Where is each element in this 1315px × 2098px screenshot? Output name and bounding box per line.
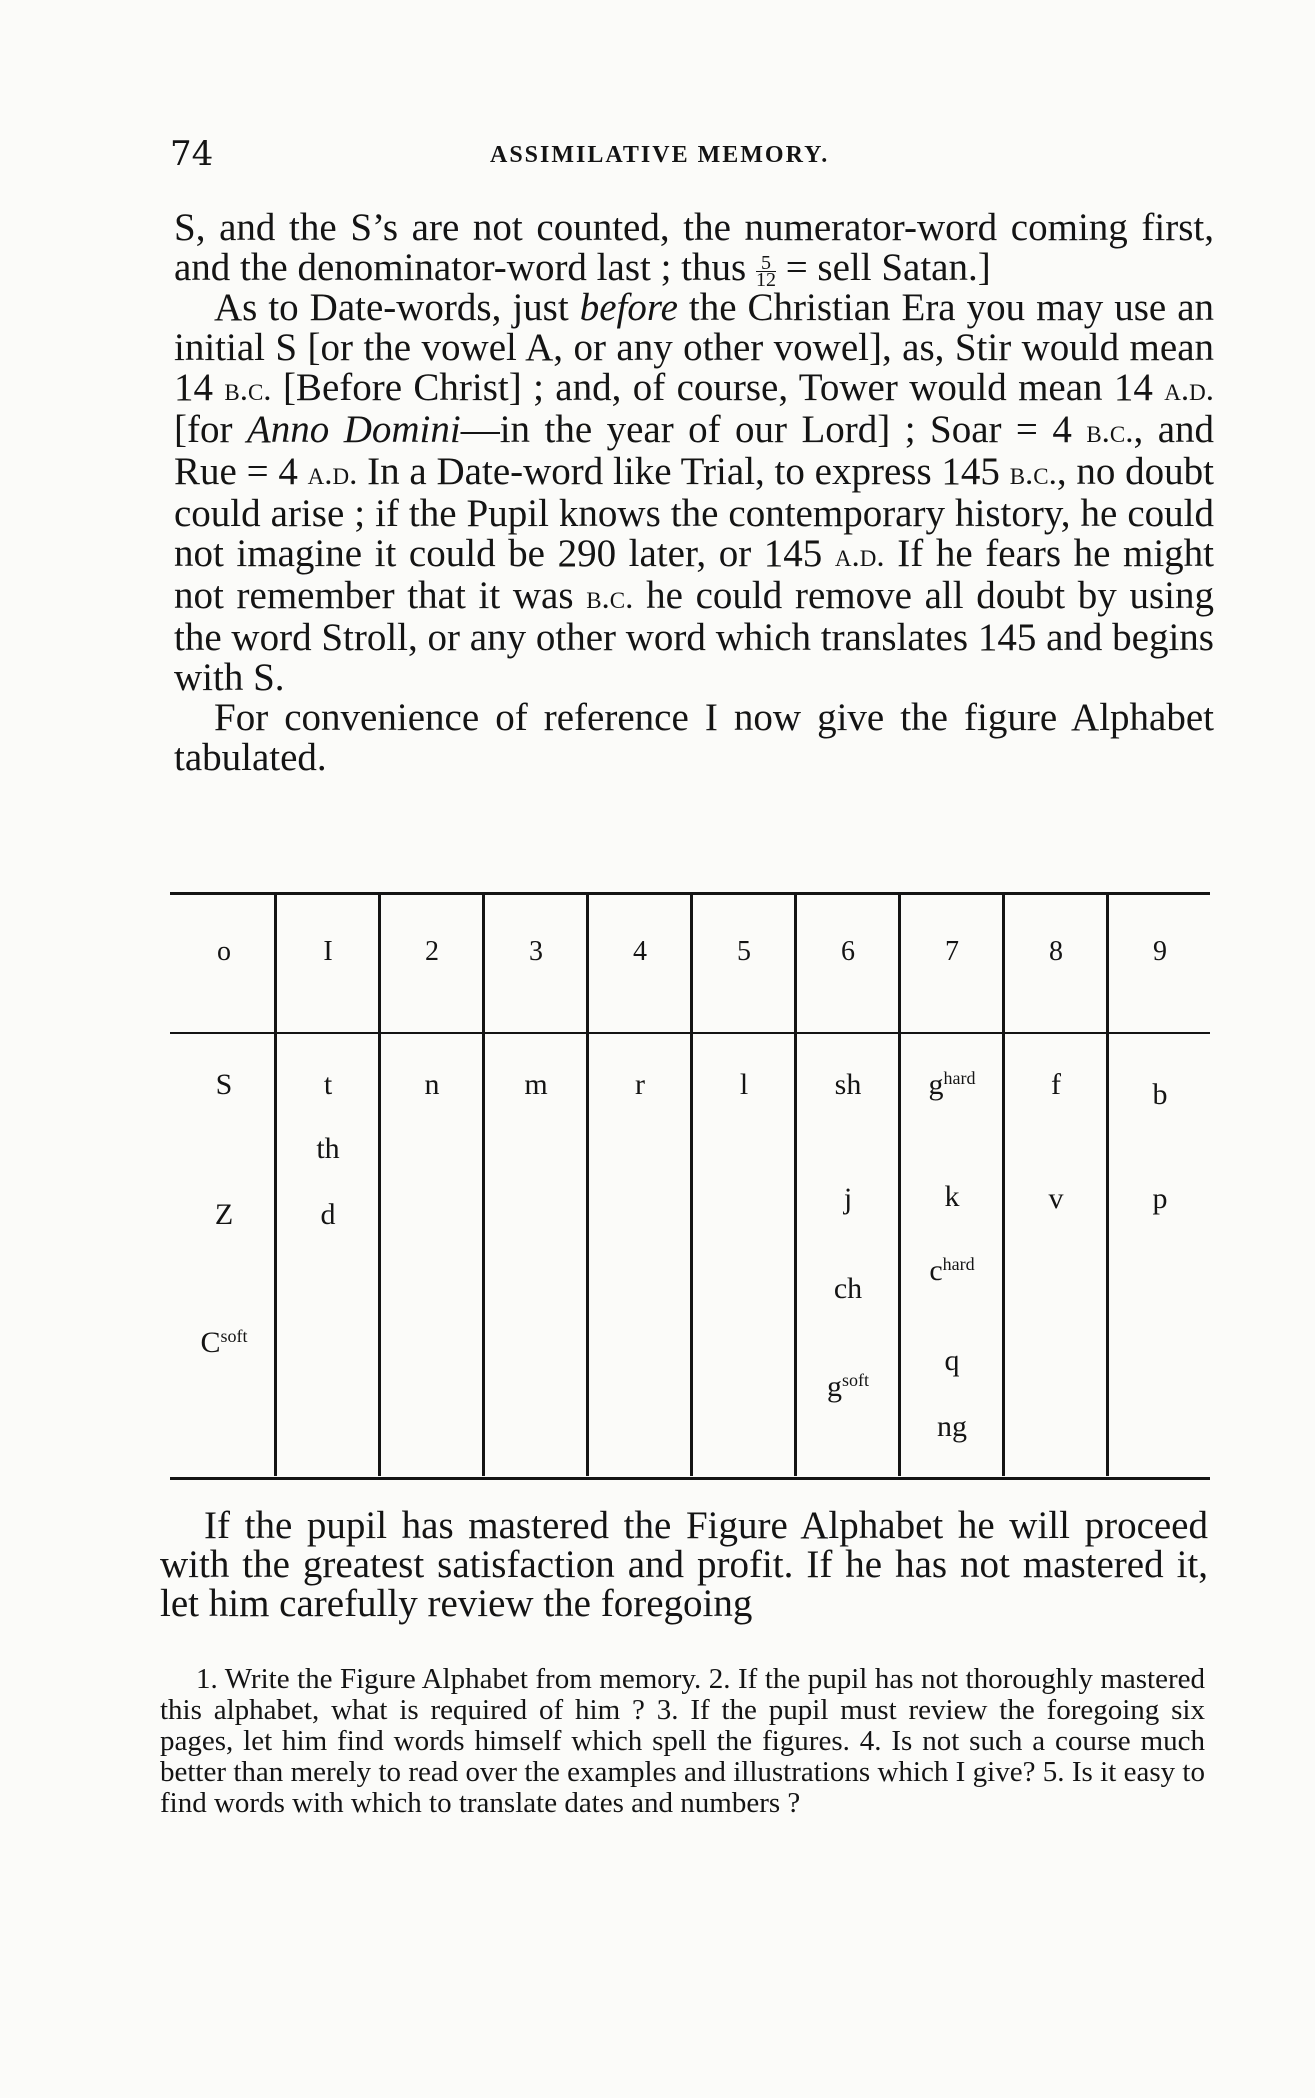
p1-text-b: = sell Satan.]: [785, 246, 991, 289]
header-cell: 8: [1049, 936, 1063, 967]
letter-cell: [794, 1370, 902, 1404]
p2-text-e: —in the year of our Lord] ; Soar = 4: [460, 408, 1072, 451]
header-cell: I: [323, 936, 333, 967]
running-head: ASSIMILATIVE MEMORY.: [490, 142, 830, 168]
p2-text-g: In a Date-word like Trial, to express 145: [367, 450, 1000, 493]
letter-cell: ch: [833, 1272, 863, 1305]
letter-cell: l: [739, 1068, 749, 1101]
header-cell: 7: [945, 936, 959, 967]
letter-qualifier: soft: [220, 1326, 248, 1346]
letter-cell: q: [944, 1344, 960, 1377]
review-questions: [160, 1664, 1205, 1819]
column-divider: [378, 894, 381, 1476]
p2-text-b: the Christian Era you may use an initial S [or the vowel A, or any other vowel], as, Stir would mean 14: [174, 286, 1215, 409]
letter-cell: j: [843, 1182, 853, 1215]
bc-abbr: b.c.: [1009, 456, 1057, 492]
p2-text-f: , and Rue = 4: [174, 408, 1215, 493]
column-divider: [482, 894, 485, 1476]
body-text: [174, 208, 1214, 778]
letter-qualifier: soft: [842, 1370, 869, 1390]
page-number: 74: [170, 134, 214, 174]
letter-qualifier: hard: [943, 1068, 976, 1088]
bc-abbr: b.c.: [224, 372, 272, 408]
p2-before-italic: before: [579, 286, 678, 329]
letter-cell: ng: [937, 1410, 967, 1443]
column-divider: [274, 894, 277, 1476]
header-cell: o: [217, 936, 231, 967]
letter-cell: S: [215, 1068, 233, 1101]
continuation-text: If the pupil has mastered the Figure Alphabet he will proceed with the greatest satisfaction and profit. If he has not mastered it, let him carefully review the foregoing: [160, 1504, 1208, 1625]
header-cell: 5: [737, 936, 751, 967]
fraction-denominator: 12: [755, 269, 776, 291]
letter-text: C: [200, 1326, 221, 1359]
letter-text: g: [928, 1068, 944, 1101]
ad-abbr: a.d.: [307, 456, 358, 492]
letter-cell: k: [944, 1180, 960, 1213]
p2-anno-domini: Anno Domini: [246, 408, 461, 451]
letter-cell: d: [320, 1198, 336, 1231]
ad-abbr: a.d.: [1164, 372, 1215, 408]
header-cell: 3: [529, 936, 543, 967]
letter-cell: p: [1152, 1182, 1168, 1215]
table-bottom-rule: [170, 1477, 1210, 1480]
header-cell: 2: [425, 936, 439, 967]
figure-alphabet-table: [170, 892, 1210, 1480]
letter-text: g: [827, 1370, 842, 1403]
column-divider: [690, 894, 693, 1476]
page-header: [170, 134, 1210, 178]
bc-abbr: b.c.: [586, 580, 634, 616]
paragraph-2: [174, 288, 1214, 698]
letter-cell: [898, 1068, 1006, 1102]
letter-cell: [170, 1326, 278, 1360]
ad-abbr: a.d.: [834, 538, 885, 574]
letter-cell: sh: [834, 1068, 862, 1101]
p2-text-c: [Before Christ] ; and, of course, Tower would mean 14: [282, 366, 1153, 409]
fraction: [755, 252, 776, 291]
letter-qualifier: hard: [942, 1254, 975, 1274]
letter-cell: b: [1152, 1078, 1168, 1111]
column-divider: [586, 894, 589, 1476]
letter-cell: Z: [214, 1198, 234, 1231]
paragraph-3: For convenience of reference I now give the figure Alphabet tabulated.: [174, 696, 1214, 779]
letter-cell: m: [524, 1068, 548, 1101]
p2-text-d: [for: [174, 408, 233, 451]
p2-text-j: he could remove all doubt by using the word Stroll, or any other word which translates 145 and begins with S.: [174, 574, 1215, 699]
p2-text-i: If he fears he might not remember that it was: [174, 532, 1215, 617]
letter-cell: r: [635, 1068, 645, 1101]
letter-cell: [898, 1254, 1006, 1288]
bc-abbr: b.c.: [1086, 414, 1134, 450]
p2-text-h: , no doubt could arise ; if the Pupil knows the contemporary history, he could not imagine it could be 290 later, or 145: [174, 450, 1215, 575]
p2-text-a: As to Date-words, just: [214, 286, 569, 329]
header-cell: 4: [633, 936, 647, 967]
header-cell: 6: [841, 936, 855, 967]
letter-cell: th: [316, 1132, 340, 1165]
paragraph-1: [174, 206, 1214, 291]
letter-cell: v: [1048, 1182, 1064, 1215]
letter-cell: t: [323, 1068, 333, 1101]
continuation-paragraph: [160, 1506, 1208, 1623]
letter-cell: n: [424, 1068, 440, 1101]
fraction-numerator: 5: [756, 255, 776, 272]
letter-text: c: [929, 1254, 943, 1287]
questions-text: 1. Write the Figure Alphabet from memory. 2. If the pupil has not thoroughly mastered this alphabet, what is required of him ? 3. If the pupil must review the foregoing six pages, let him find words himself which spell the figures. 4. Is not such a course much better than merely to read over the examples and illustrations which I give? 5. Is it easy to find words with which to translate dates and numbers ?: [160, 1663, 1205, 1819]
letter-cell: f: [1051, 1068, 1061, 1101]
p1-text-a: S, and the S’s are not counted, the numerator-word coming first, and the denominator-word last ; thus: [174, 206, 1214, 289]
header-cell: 9: [1153, 936, 1167, 967]
